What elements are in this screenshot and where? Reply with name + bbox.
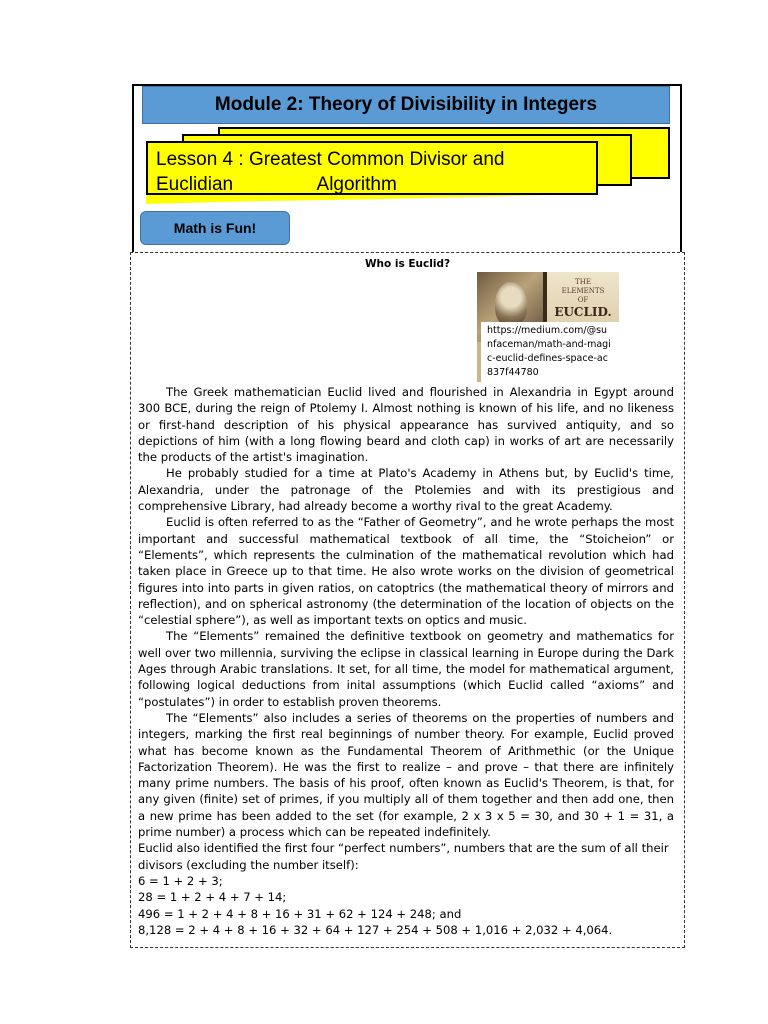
perfect-number-8128: 8,128 = 2 + 4 + 8 + 16 + 32 + 64 + 127 + 254 + 508 + 1,016 + 2,032 + 4,064. bbox=[138, 922, 613, 937]
book-title-elements: ELEMENTS bbox=[561, 287, 605, 295]
lesson-title-line-2: Euclidian Algorithm bbox=[156, 174, 397, 195]
module-title: Module 2: Theory of Divisibility in Integers bbox=[214, 94, 598, 115]
euclid-portrait bbox=[495, 282, 527, 326]
book-title-the: THE bbox=[575, 278, 591, 286]
book-title-euclid: EUCLID. bbox=[554, 305, 612, 319]
perfect-number-496: 496 = 1 + 2 + 4 + 8 + 16 + 31 + 62 + 124 + 248; and bbox=[138, 906, 462, 921]
perfect-number-6: 6 = 1 + 2 + 3; bbox=[138, 873, 223, 888]
book-title-text bbox=[553, 278, 613, 319]
module-title-banner bbox=[142, 86, 670, 124]
perfect-numbers-intro: Euclid also identified the first four “perfect numbers”, numbers that are the sum of all their divisors (excluding the number itself): bbox=[138, 841, 669, 872]
article-body bbox=[138, 384, 674, 938]
math-is-fun-label: Math is Fun! bbox=[173, 220, 257, 236]
image-caption-link[interactable]: https://medium.com/@sunfaceman/math-and-magic-euclid-defines-space-ac837f44780 bbox=[481, 322, 619, 382]
paragraph-1: The Greek mathematician Euclid lived and flourished in Alexandria in Egypt around 300 BCE, during the reign of Ptolemy I. Almost nothing is known of his life, and no likeness or first-hand description of his physical appearance has survived antiquity, and so depictions of him (with a long flowing beard and cloth cap) in works of art are necessarily the products of the artist's imagination. bbox=[138, 385, 674, 465]
lesson-title-banner bbox=[146, 141, 598, 195]
paragraph-2: He probably studied for a time at Plato's Academy in Athens but, by Euclid's time, Alexandria, under the patronage of the Ptolemies and with its prestigious and comprehensive Library, had already become a worthy rival to the great Academy. bbox=[138, 466, 674, 514]
perfect-number-28: 28 = 1 + 2 + 4 + 7 + 14; bbox=[138, 890, 287, 905]
paragraph-3: Euclid is often referred to as the “Father of Geometry”, and he wrote perhaps the most important and successful mathematical textbook of all time, the “Stoicheion” or “Elements”, which represents the culmination of the mathematical revolution which had taken place in Greece up to that time. He also wrote works on the division of geometrical figures into into parts in given ratios, on catoptrics (the mathematical theory of mirrors and reflection), and on spherical astronomy (the determination of the location of objects on the “celestial sphere”), as well as important texts on optics and music. bbox=[138, 515, 674, 628]
paragraph-4: The “Elements” remained the definitive textbook on geometry and mathematics for well over two millennia, surviving the eclipse in classical learning in Europe during the Dark Ages through Arabic translations. It set, for all time, the model for mathematical argument, following logical deductions from inital assumptions (which Euclid called “axioms” and “postulates”) in order to establish proven theorems. bbox=[138, 629, 674, 709]
lesson-title-line-1: Lesson 4 : Greatest Common Divisor and bbox=[156, 149, 505, 170]
book-title-of: OF bbox=[577, 296, 589, 304]
math-is-fun-button[interactable] bbox=[140, 211, 290, 245]
paragraph-5: The “Elements” also includes a series of theorems on the properties of numbers and integers, marking the first real beginnings of number theory. For example, Euclid proved what has become known as the Fundamental Theorem of Arithmethic (or the Unique Factorization Theorem). He was the first to realize – and prove – that there are infinitely many prime numbers. The basis of his proof, often known as Euclid's Theorem, is that, for any given (finite) set of primes, if you multiply all of them together and then add one, then a new prime has been added to the set (for example, 2 x 3 x 5 = 30, and 30 + 1 = 31, a prime number) a process which can be repeated indefinitely. bbox=[138, 710, 674, 840]
section-title: Who is Euclid? bbox=[364, 258, 451, 270]
